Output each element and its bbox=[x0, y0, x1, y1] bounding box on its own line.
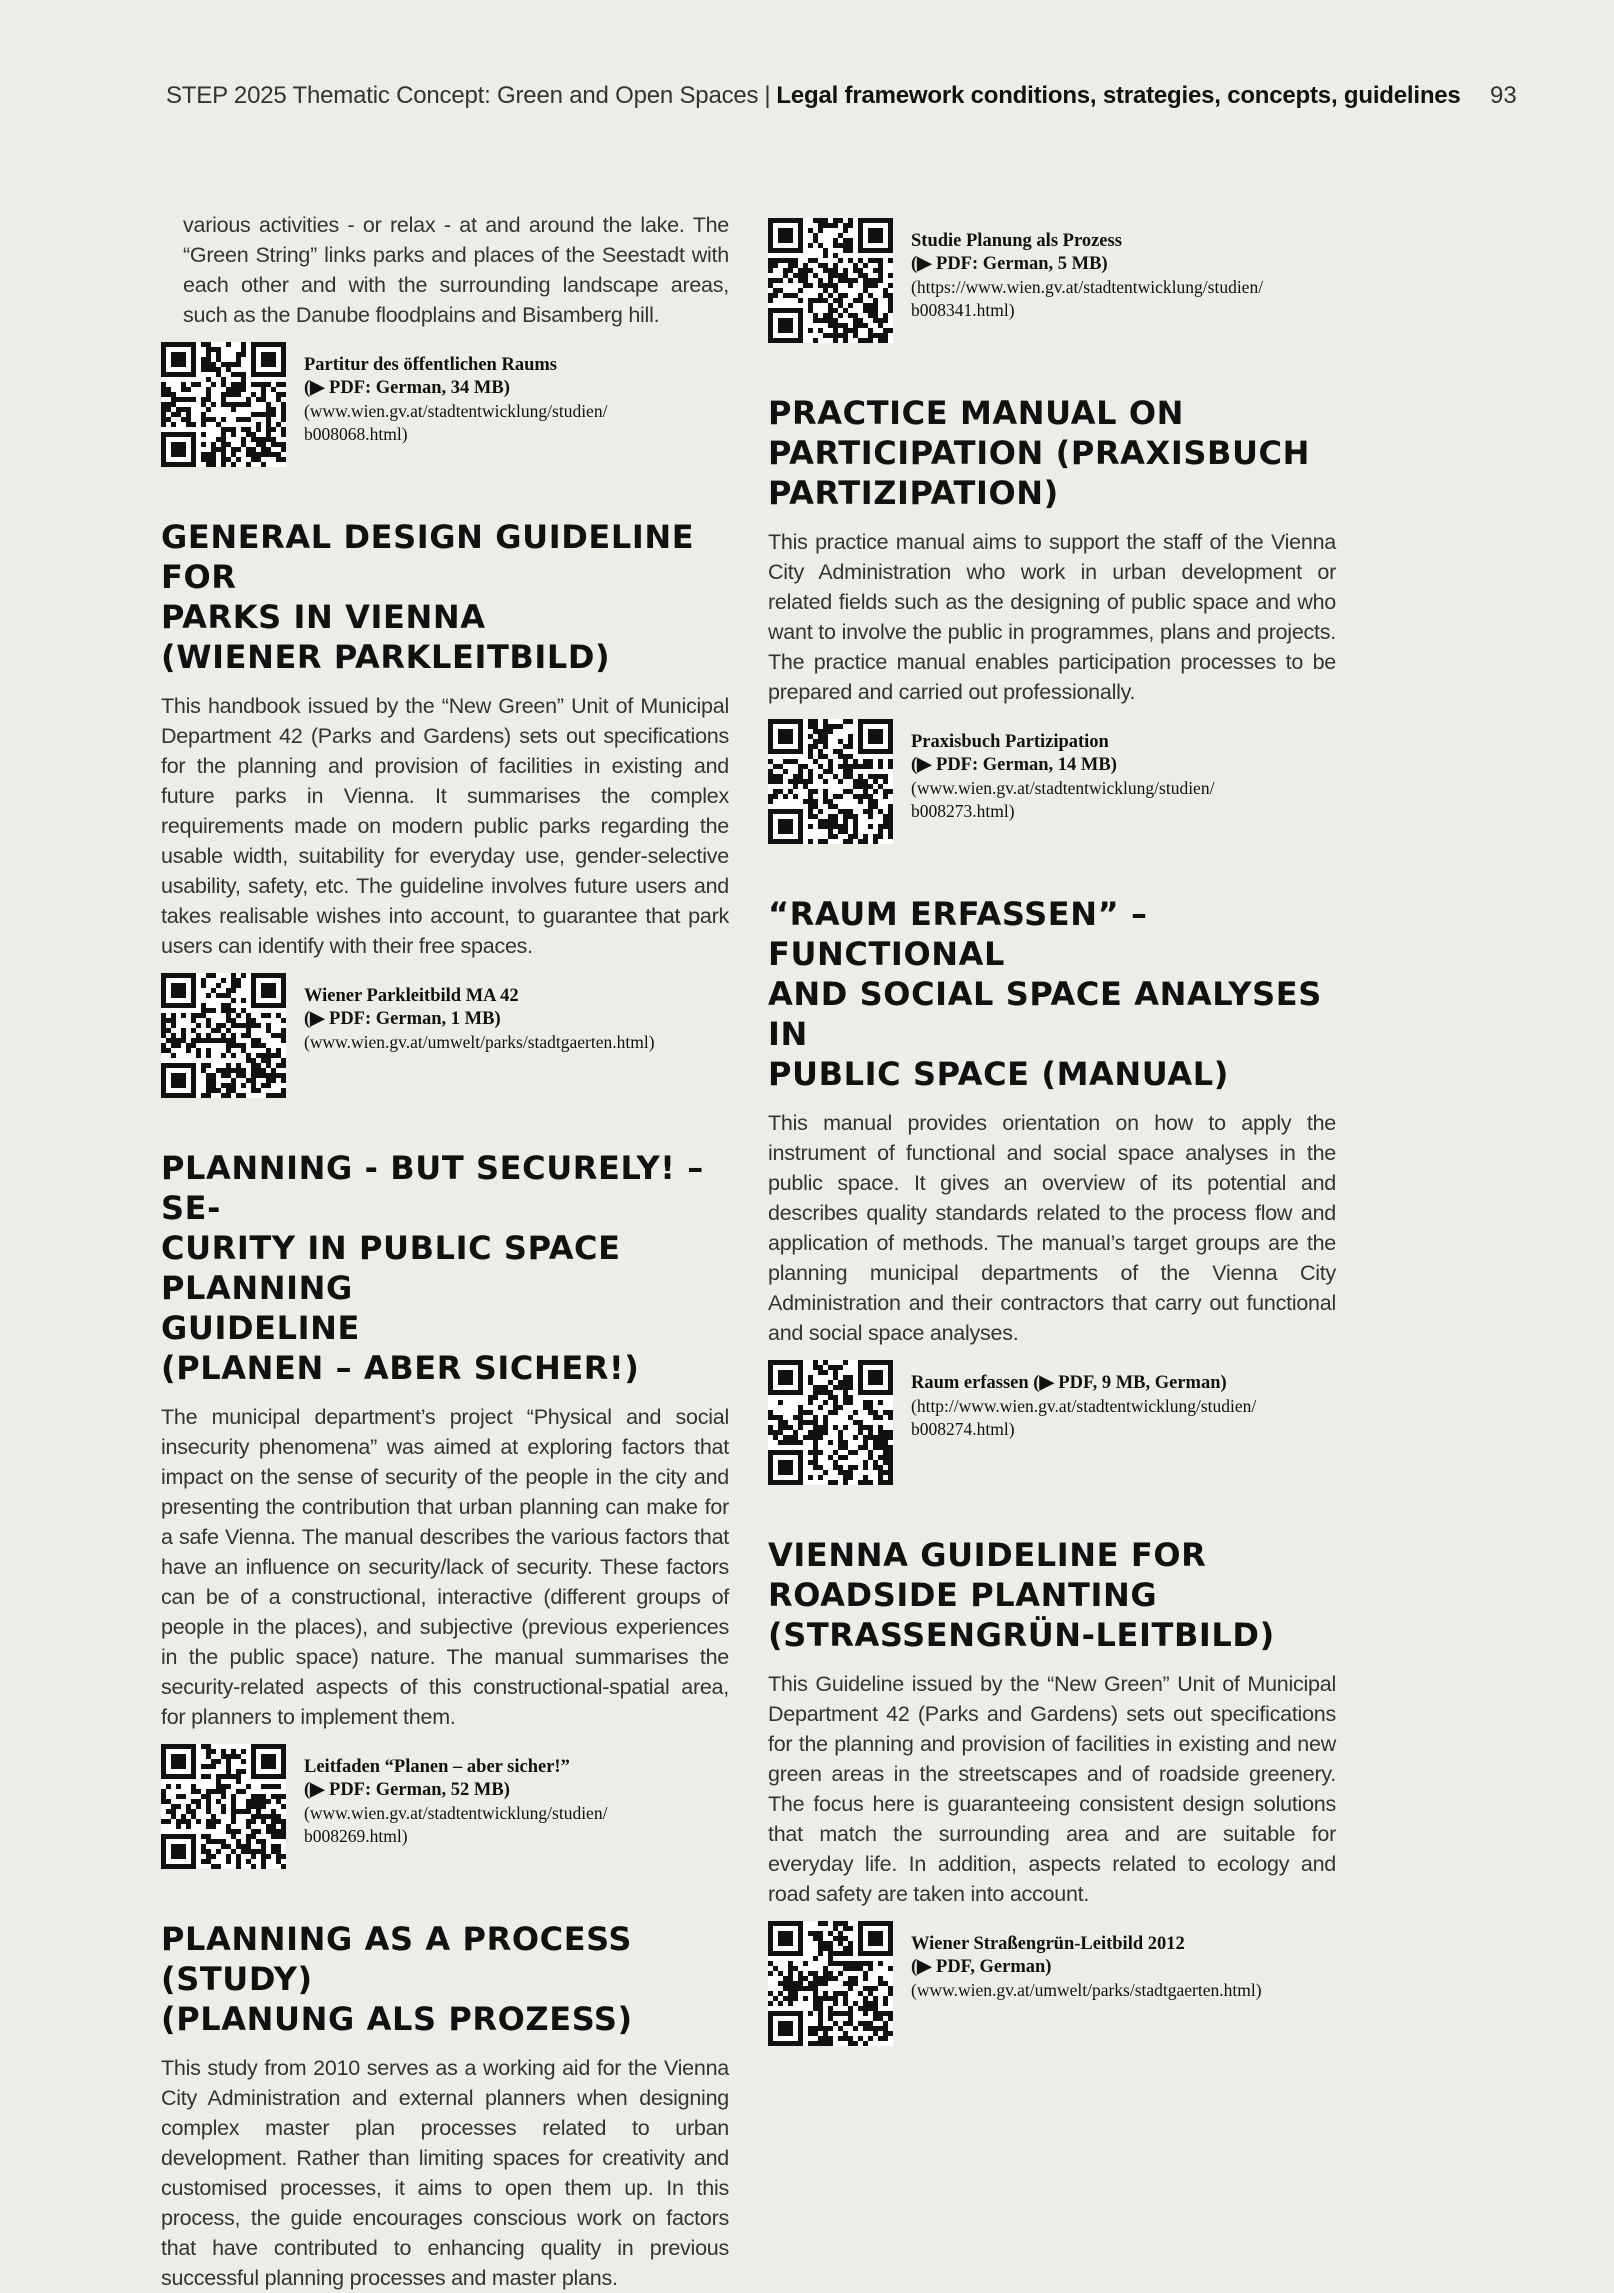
section-heading-prozess: PLANNING AS A PROCESS (STUDY) (PLANUNG ALS PROZESS) bbox=[161, 1920, 633, 2038]
qr-code-icon[interactable] bbox=[768, 218, 893, 343]
reference-url[interactable]: (www.wien.gv.at/umwelt/parks/stadtgaerten.html) bbox=[911, 1980, 1262, 2000]
section-body-raum-erfassen: This manual provides orientation on how to apply the instrument of functional and social space analyses in the public space. It gives an overview of its potential and describes quality standards related to the process flow and application of methods. The manual’s target groups are the planning municipal departments of the Vienna City Administration and their contractors that carry out functional and social space analyses. bbox=[768, 1111, 1336, 1345]
section-body-praxisbuch: This practice manual aims to support the staff of the Vienna City Administration who work in urban development or related fields such as the designing of public space and who want to involve the public in programmes, plans and projects. The practice manual enables participation processes to be prepared and carried out professionally. bbox=[768, 530, 1336, 704]
page-number: 93 bbox=[1490, 82, 1517, 109]
reference-url[interactable]: b008341.html) bbox=[911, 300, 1015, 320]
section-heading-praxisbuch: PRACTICE MANUAL ON PARTICIPATION (PRAXISBUCH PARTIZIPATION) bbox=[768, 394, 1311, 512]
section-body-prozess: This study from 2010 serves as a working aid for the Vienna City Administration and external planners when designing complex master plan processes related to urban development. Rather than limiting spaces for creativity and customised processes, it aims to open them up. In this process, the guide encourages conscious work on factors that have contributed to enhancing quality in previous successful planning processes and master plans. bbox=[161, 2056, 729, 2290]
running-title-plain: STEP 2025 Thematic Concept: Green and Open Spaces bbox=[166, 82, 759, 109]
reference-pdf-link[interactable]: (▶ PDF: German, 1 MB) bbox=[304, 1009, 501, 1029]
running-title-separator: | bbox=[764, 82, 771, 109]
reference-url[interactable]: (www.wien.gv.at/stadtentwicklung/studien/ bbox=[911, 778, 1215, 798]
reference-parkleitbild bbox=[161, 973, 729, 1098]
reference-partitur bbox=[161, 342, 729, 467]
reference-title: Praxisbuch Partizipation bbox=[911, 732, 1109, 752]
reference-title: Wiener Straßengrün-Leitbild 2012 bbox=[911, 1934, 1185, 1954]
reference-pdf-link[interactable]: (▶ PDF: German, 14 MB) bbox=[911, 755, 1117, 775]
reference-sicher bbox=[161, 1744, 729, 1869]
page-header bbox=[166, 82, 1526, 118]
reference-url[interactable]: b008274.html) bbox=[911, 1419, 1015, 1439]
reference-url[interactable]: b008068.html) bbox=[304, 424, 408, 444]
section-body-parkleitbild: This handbook issued by the “New Green” Unit of Municipal Department 42 (Parks and Gardens) sets out specifications for the planning and provision of facilities in existing and future parks in Vienna. It summarises the complex requirements made on modern public parks regarding the usable width, suitability for everyday use, gender-selective usability, safety, etc. The guideline involves future users and takes realisable wishes into account, to guarantee that park users can identify with their free spaces. bbox=[161, 694, 729, 958]
reference-url[interactable]: (https://www.wien.gv.at/stadtentwicklung/studien/ bbox=[911, 277, 1264, 297]
intro-paragraph: various activities - or relax - at and around the lake. The “Green String” links parks and places of the Seestadt with each other and with the surrounding landscape areas, such as the Danube floodplains and Bisamberg hill. bbox=[183, 213, 729, 327]
reference-raum-erfassen bbox=[768, 1360, 1336, 1485]
reference-url[interactable]: (www.wien.gv.at/stadtentwicklung/studien/ bbox=[304, 1803, 608, 1823]
reference-title: Partitur des öffentlichen Raums bbox=[304, 355, 557, 375]
qr-code-icon[interactable] bbox=[161, 1744, 286, 1869]
reference-title: Wiener Parkleitbild MA 42 bbox=[304, 986, 519, 1006]
reference-pdf-link[interactable]: (▶ PDF: German, 52 MB) bbox=[304, 1780, 510, 1800]
section-heading-strassengruen: VIENNA GUIDELINE FOR ROADSIDE PLANTING (STRASSENGRÜN-LEITBILD) bbox=[768, 1536, 1275, 1654]
right-column bbox=[768, 218, 1336, 2046]
reference-url[interactable]: (www.wien.gv.at/umwelt/parks/stadtgaerten.html) bbox=[304, 1032, 655, 1052]
qr-code-icon[interactable] bbox=[768, 1360, 893, 1485]
reference-url[interactable]: b008273.html) bbox=[911, 801, 1015, 821]
reference-strassengruen bbox=[768, 1921, 1336, 2046]
qr-code-icon[interactable] bbox=[161, 973, 286, 1098]
section-heading-sicher: PLANNING - BUT SECURELY! – SE- CURITY IN PUBLIC SPACE PLANNING GUIDELINE (PLANEN – ABER SICHER!) bbox=[161, 1149, 704, 1387]
section-body-strassengruen: This Guideline issued by the “New Green” Unit of Municipal Department 42 (Parks and Gardens) sets out specifications for the planning and provision of facilities in existing and new green areas in the streetscapes and of roadside greenery. The focus here is guaranteeing consistent design solutions that match the surrounding area and are suitable for everyday life. In addition, aspects related to ecology and road safety are taken into account. bbox=[768, 1672, 1336, 1906]
qr-code-icon[interactable] bbox=[161, 342, 286, 467]
running-title-chapter: Legal framework conditions, strategies, concepts, guidelines bbox=[776, 82, 1461, 109]
reference-pdf-link[interactable]: (▶ PDF: German, 5 MB) bbox=[911, 254, 1108, 274]
reference-url[interactable]: (www.wien.gv.at/stadtentwicklung/studien/ bbox=[304, 401, 608, 421]
reference-title-pdf-link[interactable]: Raum erfassen (▶ PDF, 9 MB, German) bbox=[911, 1373, 1227, 1393]
reference-praxisbuch bbox=[768, 719, 1336, 844]
reference-studie bbox=[768, 218, 1336, 343]
reference-url[interactable]: b008269.html) bbox=[304, 1826, 408, 1846]
reference-url[interactable]: (http://www.wien.gv.at/stadtentwicklung/studien/ bbox=[911, 1396, 1257, 1416]
qr-code-icon[interactable] bbox=[768, 1921, 893, 2046]
section-heading-parkleitbild: GENERAL DESIGN GUIDELINE FOR PARKS IN VIENNA (WIENER PARKLEITBILD) bbox=[161, 518, 695, 676]
left-column bbox=[161, 210, 729, 2293]
reference-title: Leitfaden “Planen – aber sicher!” bbox=[304, 1757, 570, 1777]
reference-pdf-link[interactable]: (▶ PDF: German, 34 MB) bbox=[304, 378, 510, 398]
section-body-sicher: The municipal department’s project “Physical and social insecurity phenomena” was aimed at exploring factors that impact on the sense of security of the people in the city and presenting the contribution that urban planning can make for a safe Vienna. The manual describes the various factors that have an influence on security/lack of security. These factors can be of a constructional, interactive (different groups of people in the places), and subjective (previous experiences in the public space) nature. The manual summarises the security-related aspects of this constructional-spatial area, for planners to implement them. bbox=[161, 1405, 729, 1729]
reference-title: Studie Planung als Prozess bbox=[911, 231, 1122, 251]
qr-code-icon[interactable] bbox=[768, 719, 893, 844]
running-title bbox=[166, 82, 1461, 110]
reference-pdf-link[interactable]: (▶ PDF, German) bbox=[911, 1957, 1052, 1977]
section-heading-raum-erfassen: “RAUM ERFASSEN” – FUNCTIONAL AND SOCIAL SPACE ANALYSES IN PUBLIC SPACE (MANUAL) bbox=[768, 895, 1322, 1093]
